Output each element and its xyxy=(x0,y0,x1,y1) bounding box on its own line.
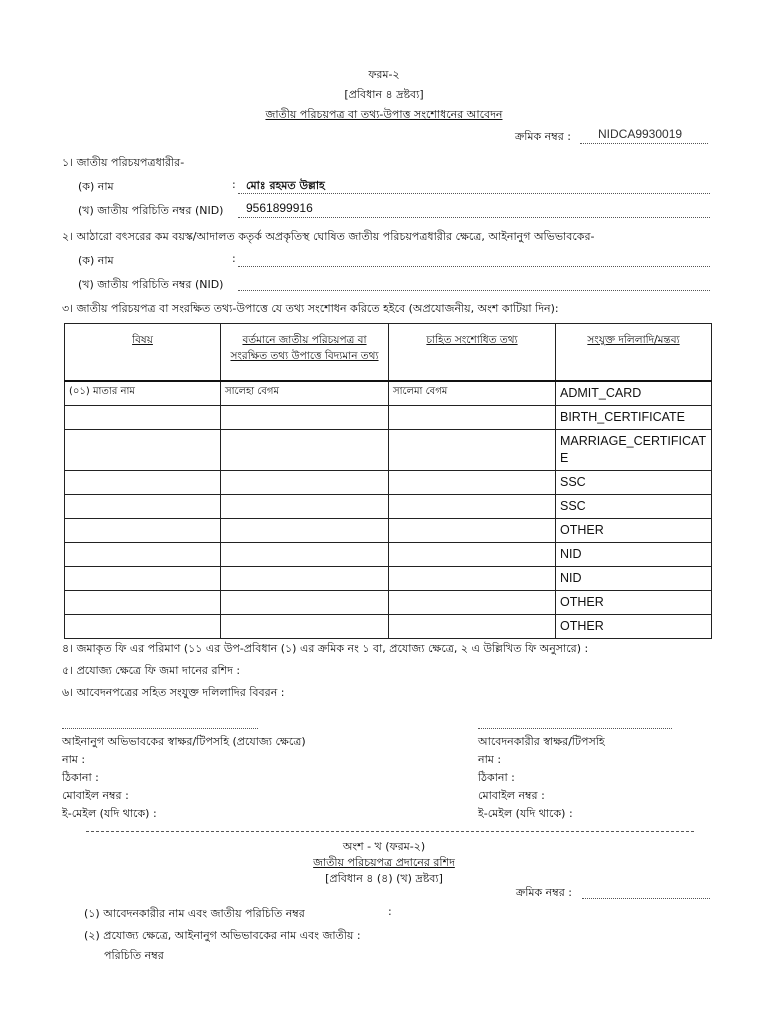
cut-line-divider xyxy=(86,831,694,832)
receipt-rule-reference: [প্রবিধান ৪ (৪) (খ) দ্রষ্টব্য] xyxy=(325,872,443,885)
guardian-signature-line[interactable] xyxy=(62,728,258,729)
receipt-item-2-cont: পরিচিতি নম্বর xyxy=(104,949,164,962)
guardian-sig-name: নাম : xyxy=(62,753,86,766)
current-cell[interactable] xyxy=(221,614,389,638)
subject-cell[interactable] xyxy=(65,494,221,518)
requested-cell[interactable] xyxy=(389,494,556,518)
current-cell[interactable] xyxy=(221,494,389,518)
receipt-title: জাতীয় পরিচয়পত্র প্রদানের রশিদ xyxy=(313,856,455,869)
receipt-serial-field[interactable] xyxy=(582,898,710,899)
section2-heading: ২। আঠারো বৎসরের কম বয়স্ক/আদালত কতৃর্ক অপ্রকৃতিস্থ ঘোষিত জাতীয় পরিচয়পত্রধারীর ক্ষেত্রে, আইনানুগ অভিভাবকের- xyxy=(62,230,595,243)
section6-attachments: ৬। আবেদনপত্রের সহিত সংযুক্ত দলিলাদির বিবরন : xyxy=(62,686,285,699)
current-cell[interactable] xyxy=(221,542,389,566)
table-row xyxy=(65,429,712,470)
requested-cell[interactable] xyxy=(389,590,556,614)
requested-cell[interactable] xyxy=(389,429,556,470)
holder-nid-label: (খ) জাতীয় পরিচিতি নম্বর (NID) xyxy=(78,204,224,217)
receipt-item-2: (২) প্রযোজ্য ক্ষেত্রে, আইনানুগ অভিভাবকের নাম এবং জাতীয় : xyxy=(84,929,361,942)
holder-name-field[interactable]: মোঃ রহমত উল্লাহ xyxy=(246,179,325,192)
holder-name-label: (ক) নাম xyxy=(78,180,114,193)
requested-cell[interactable]: সালেমা বেগম xyxy=(389,381,556,406)
guardian-nid-field[interactable] xyxy=(238,290,710,291)
requested-cell[interactable] xyxy=(389,470,556,494)
correction-table xyxy=(64,323,712,639)
docs-cell[interactable]: NID xyxy=(556,542,712,566)
form-title: জাতীয় পরিচয়পত্র বা তথ্য-উপাত্ত সংশোধনের আবেদন xyxy=(265,108,503,121)
form-number: ফরম-২ xyxy=(368,68,400,81)
subject-cell[interactable] xyxy=(65,518,221,542)
docs-cell[interactable]: NID xyxy=(556,566,712,590)
subject-cell[interactable]: (০১) মাতার নাম xyxy=(65,381,221,406)
holder-nid-field[interactable]: 9561899916 xyxy=(246,201,313,215)
current-cell[interactable] xyxy=(221,470,389,494)
applicant-sig-address: ঠিকানা : xyxy=(478,771,515,784)
subject-cell[interactable] xyxy=(65,405,221,429)
guardian-nid-label: (খ) জাতীয় পরিচিতি নম্বর (NID) xyxy=(78,278,224,291)
guardian-signature-title: আইনানুগ অভিভাবকের স্বাক্ষর/টিপসহি (প্রযোজ্য ক্ষেত্রে) xyxy=(62,735,306,748)
requested-cell[interactable] xyxy=(389,566,556,590)
table-row xyxy=(65,614,712,638)
applicant-sig-email: ই-মেইল (যদি থাকে) : xyxy=(478,807,573,820)
name-underline xyxy=(238,193,710,194)
subject-cell[interactable] xyxy=(65,470,221,494)
receipt-part-label: অংশ - খ (ফরম-২) xyxy=(342,840,426,853)
section1-heading: ১। জাতীয় পরিচয়পত্রধারীর- xyxy=(62,156,185,169)
current-cell[interactable] xyxy=(221,518,389,542)
subject-cell[interactable] xyxy=(65,614,221,638)
docs-cell[interactable]: ADMIT_CARD xyxy=(556,381,712,406)
serial-number-field[interactable]: NIDCA9930019 xyxy=(598,127,683,141)
table-row xyxy=(65,405,712,429)
requested-cell[interactable] xyxy=(389,518,556,542)
nid-underline xyxy=(238,217,710,218)
applicant-signature-line[interactable] xyxy=(478,728,672,729)
guardian-sig-mobile: মোবাইল নম্বর : xyxy=(62,789,129,802)
docs-cell[interactable]: MARRIAGE_CERTIFICATE xyxy=(556,429,712,470)
header-subject: বিষয় xyxy=(65,324,221,381)
section3-heading: ৩। জাতীয় পরিচয়পত্র বা সংরক্ষিত তথ্য-উপাত্তে যে তথ্য সংশোধন করিতে হইবে (অপ্রযোজনীয়, অংশ কাটিয়া দিন): xyxy=(62,302,559,315)
requested-cell[interactable] xyxy=(389,614,556,638)
docs-cell[interactable]: OTHER xyxy=(556,590,712,614)
guardian-sig-address: ঠিকানা : xyxy=(62,771,99,784)
docs-cell[interactable]: SSC xyxy=(556,494,712,518)
header-attached-docs: সংযুক্ত দলিলাদি/মন্তব্য xyxy=(556,324,712,381)
applicant-sig-name: নাম : xyxy=(478,753,502,766)
subject-cell[interactable] xyxy=(65,429,221,470)
serial-underline xyxy=(580,143,708,144)
docs-cell[interactable]: SSC xyxy=(556,470,712,494)
guardian-name-label: (ক) নাম xyxy=(78,254,114,267)
header-requested-info: চাহিত সংশোধিত তথ্য xyxy=(389,324,556,381)
table-row xyxy=(65,542,712,566)
current-cell[interactable] xyxy=(221,405,389,429)
guardian-name-field[interactable] xyxy=(238,266,710,267)
current-cell[interactable]: সালেহা বেগম xyxy=(221,381,389,406)
colon: : xyxy=(232,252,236,265)
requested-cell[interactable] xyxy=(389,405,556,429)
rule-reference: [প্রবিধান ৪ দ্রষ্টব্য] xyxy=(344,88,424,101)
header-current-info: বর্তমানে জাতীয় পরিচয়পত্র বা সংরক্ষিত তথ্য উপাত্তে বিদ্যমান তথ্য xyxy=(221,324,389,381)
table-row xyxy=(65,494,712,518)
table-row xyxy=(65,470,712,494)
applicant-sig-mobile: মোবাইল নম্বর : xyxy=(478,789,545,802)
table-row xyxy=(65,381,712,406)
receipt-item-1-colon: : xyxy=(388,905,392,918)
colon: : xyxy=(232,178,236,191)
current-cell[interactable] xyxy=(221,566,389,590)
table-row xyxy=(65,518,712,542)
docs-cell[interactable]: OTHER xyxy=(556,518,712,542)
table-row xyxy=(65,566,712,590)
section5-receipt: ৫। প্রযোজ্য ক্ষেত্রে ফি জমা দানের রশিদ : xyxy=(62,664,241,677)
serial-label: ক্রমিক নম্বর : xyxy=(515,130,571,143)
section4-fee: ৪। জমাকৃত ফি এর পরিমাণ (১১ এর উপ-প্রবিধান (১) এর ক্রমিক নং ১ বা, প্রযোজ্য ক্ষেত্রে, ২ এ উল্লিখিত ফি অনুসারে) : xyxy=(62,642,589,655)
table-row xyxy=(65,590,712,614)
docs-cell[interactable]: OTHER xyxy=(556,614,712,638)
subject-cell[interactable] xyxy=(65,566,221,590)
subject-cell[interactable] xyxy=(65,542,221,566)
current-cell[interactable] xyxy=(221,590,389,614)
receipt-serial-label: ক্রমিক নম্বর : xyxy=(516,886,572,899)
current-cell[interactable] xyxy=(221,429,389,470)
subject-cell[interactable] xyxy=(65,590,221,614)
applicant-signature-title: আবেদনকারীর স্বাক্ষর/টিপসহি xyxy=(478,735,605,748)
guardian-sig-email: ই-মেইল (যদি থাকে) : xyxy=(62,807,157,820)
docs-cell[interactable]: BIRTH_CERTIFICATE xyxy=(556,405,712,429)
receipt-item-1: (১) আবেদনকারীর নাম এবং জাতীয় পরিচিতি নম্বর xyxy=(84,907,305,920)
requested-cell[interactable] xyxy=(389,542,556,566)
